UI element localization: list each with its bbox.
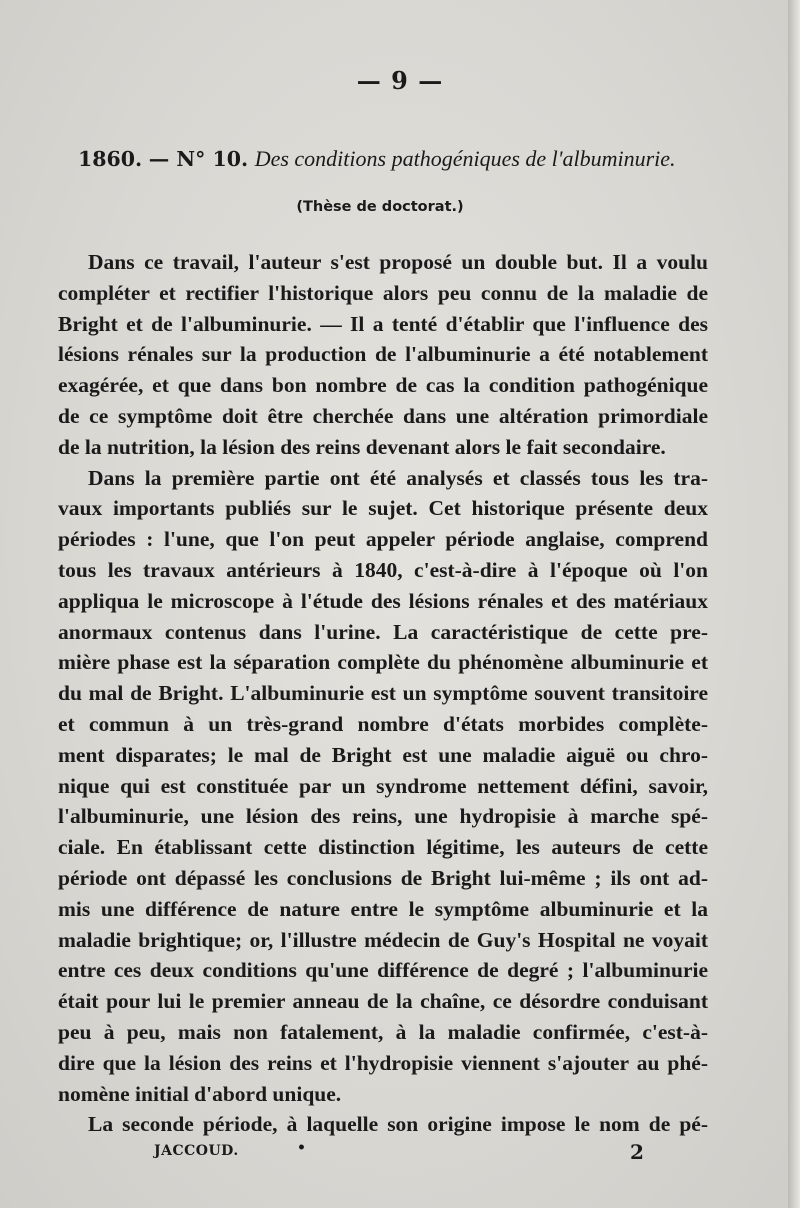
page-edge-shadow [788,0,800,1208]
text-line: l'albuminurie, une lésion des reins, une hydropisie à marche spé- [58,804,708,829]
text-line: était pour lui le premier anneau de la chaîne, ce désordre conduisant [58,989,708,1014]
text-line: ment disparates; le mal de Bright est une maladie aiguë ou chro- [58,742,708,767]
text-line: mière phase est la séparation complète du phénomène albuminurie et [58,650,708,675]
page-footer [0,1140,800,1164]
text-line: compléter et rectifier l'historique alors peu connu de la maladie de [58,280,708,305]
text-line: dire que la lésion des reins et l'hydropisie viennent s'ajouter au phé- [58,1050,708,1075]
text-line: mis une différence de nature entre le symptôme albuminurie et la [58,896,708,921]
text-line: de la nutrition, la lésion des reins devenant alors le fait secondaire. [58,434,666,459]
signature-mark: JACCOUD. [154,1143,239,1159]
text-line: période ont dépassé les conclusions de Bright lui-même ; ils ont ad- [58,865,708,890]
entry-number: — N° 10. [148,147,249,171]
text-line: lésions rénales sur la production de l'albuminurie a été notablement [58,342,708,367]
text-line: Bright et de l'albuminurie. — Il a tenté d'établir que l'influence des [58,311,708,336]
sheet-number: 2 [630,1140,644,1164]
body-text [58,247,708,1140]
entry-subtitle: (Thèse de doctorat.) [296,199,464,215]
text-line: maladie brightique; or, l'illustre médecin de Guy's Hospital ne voyait [58,927,708,952]
text-line: peu à peu, mais non fatalement, à la maladie confirmée, c'est-à- [58,1019,708,1044]
text-line: vaux importants publiés sur le sujet. Cet historique présente deux [58,496,708,521]
page-number: — 9 — [356,66,444,95]
text-line: appliqua le microscope à l'étude des lésions rénales et des matériaux [58,588,708,613]
text-line: anormaux contenus dans l'urine. La caractéristique de cette pre- [58,619,708,644]
text-line: nique qui est constituée par un syndrome nettement défini, savoir, [58,773,708,798]
text-line: entre ces deux conditions qu'une différence de degré ; l'albuminurie [58,958,708,983]
text-line: de ce symptôme doit être cherchée dans une altération primordiale [58,403,708,428]
text-line: tous les travaux antérieurs à 1840, c'est-à-dire à l'époque où l'on [58,557,708,582]
text-line: du mal de Bright. L'albuminurie est un symptôme souvent transitoire [58,681,708,706]
entry-year: 1860. [78,147,143,171]
text-line: périodes : l'une, que l'on peut appeler période anglaise, comprend [58,527,708,552]
text-line: Dans la première partie ont été analysés et classés tous les tra- [88,465,708,490]
text-line: La seconde période, à laquelle son origine impose le nom de pé- [88,1112,708,1137]
text-line: nomène initial d'abord unique. [58,1081,342,1106]
printer-mark: • [297,1140,306,1156]
text-line: exagérée, et que dans bon nombre de cas la condition pathogénique [58,373,708,398]
entry-heading [78,146,718,172]
entry-title: Des conditions pathogéniques de l'albuminurie. [254,146,676,171]
text-line: ciale. En établissant cette distinction légitime, les auteurs de cette [58,835,708,860]
text-line: et commun à un très-grand nombre d'états morbides complète- [58,711,708,736]
text-line: Dans ce travail, l'auteur s'est proposé un double but. Il a voulu [88,250,708,274]
